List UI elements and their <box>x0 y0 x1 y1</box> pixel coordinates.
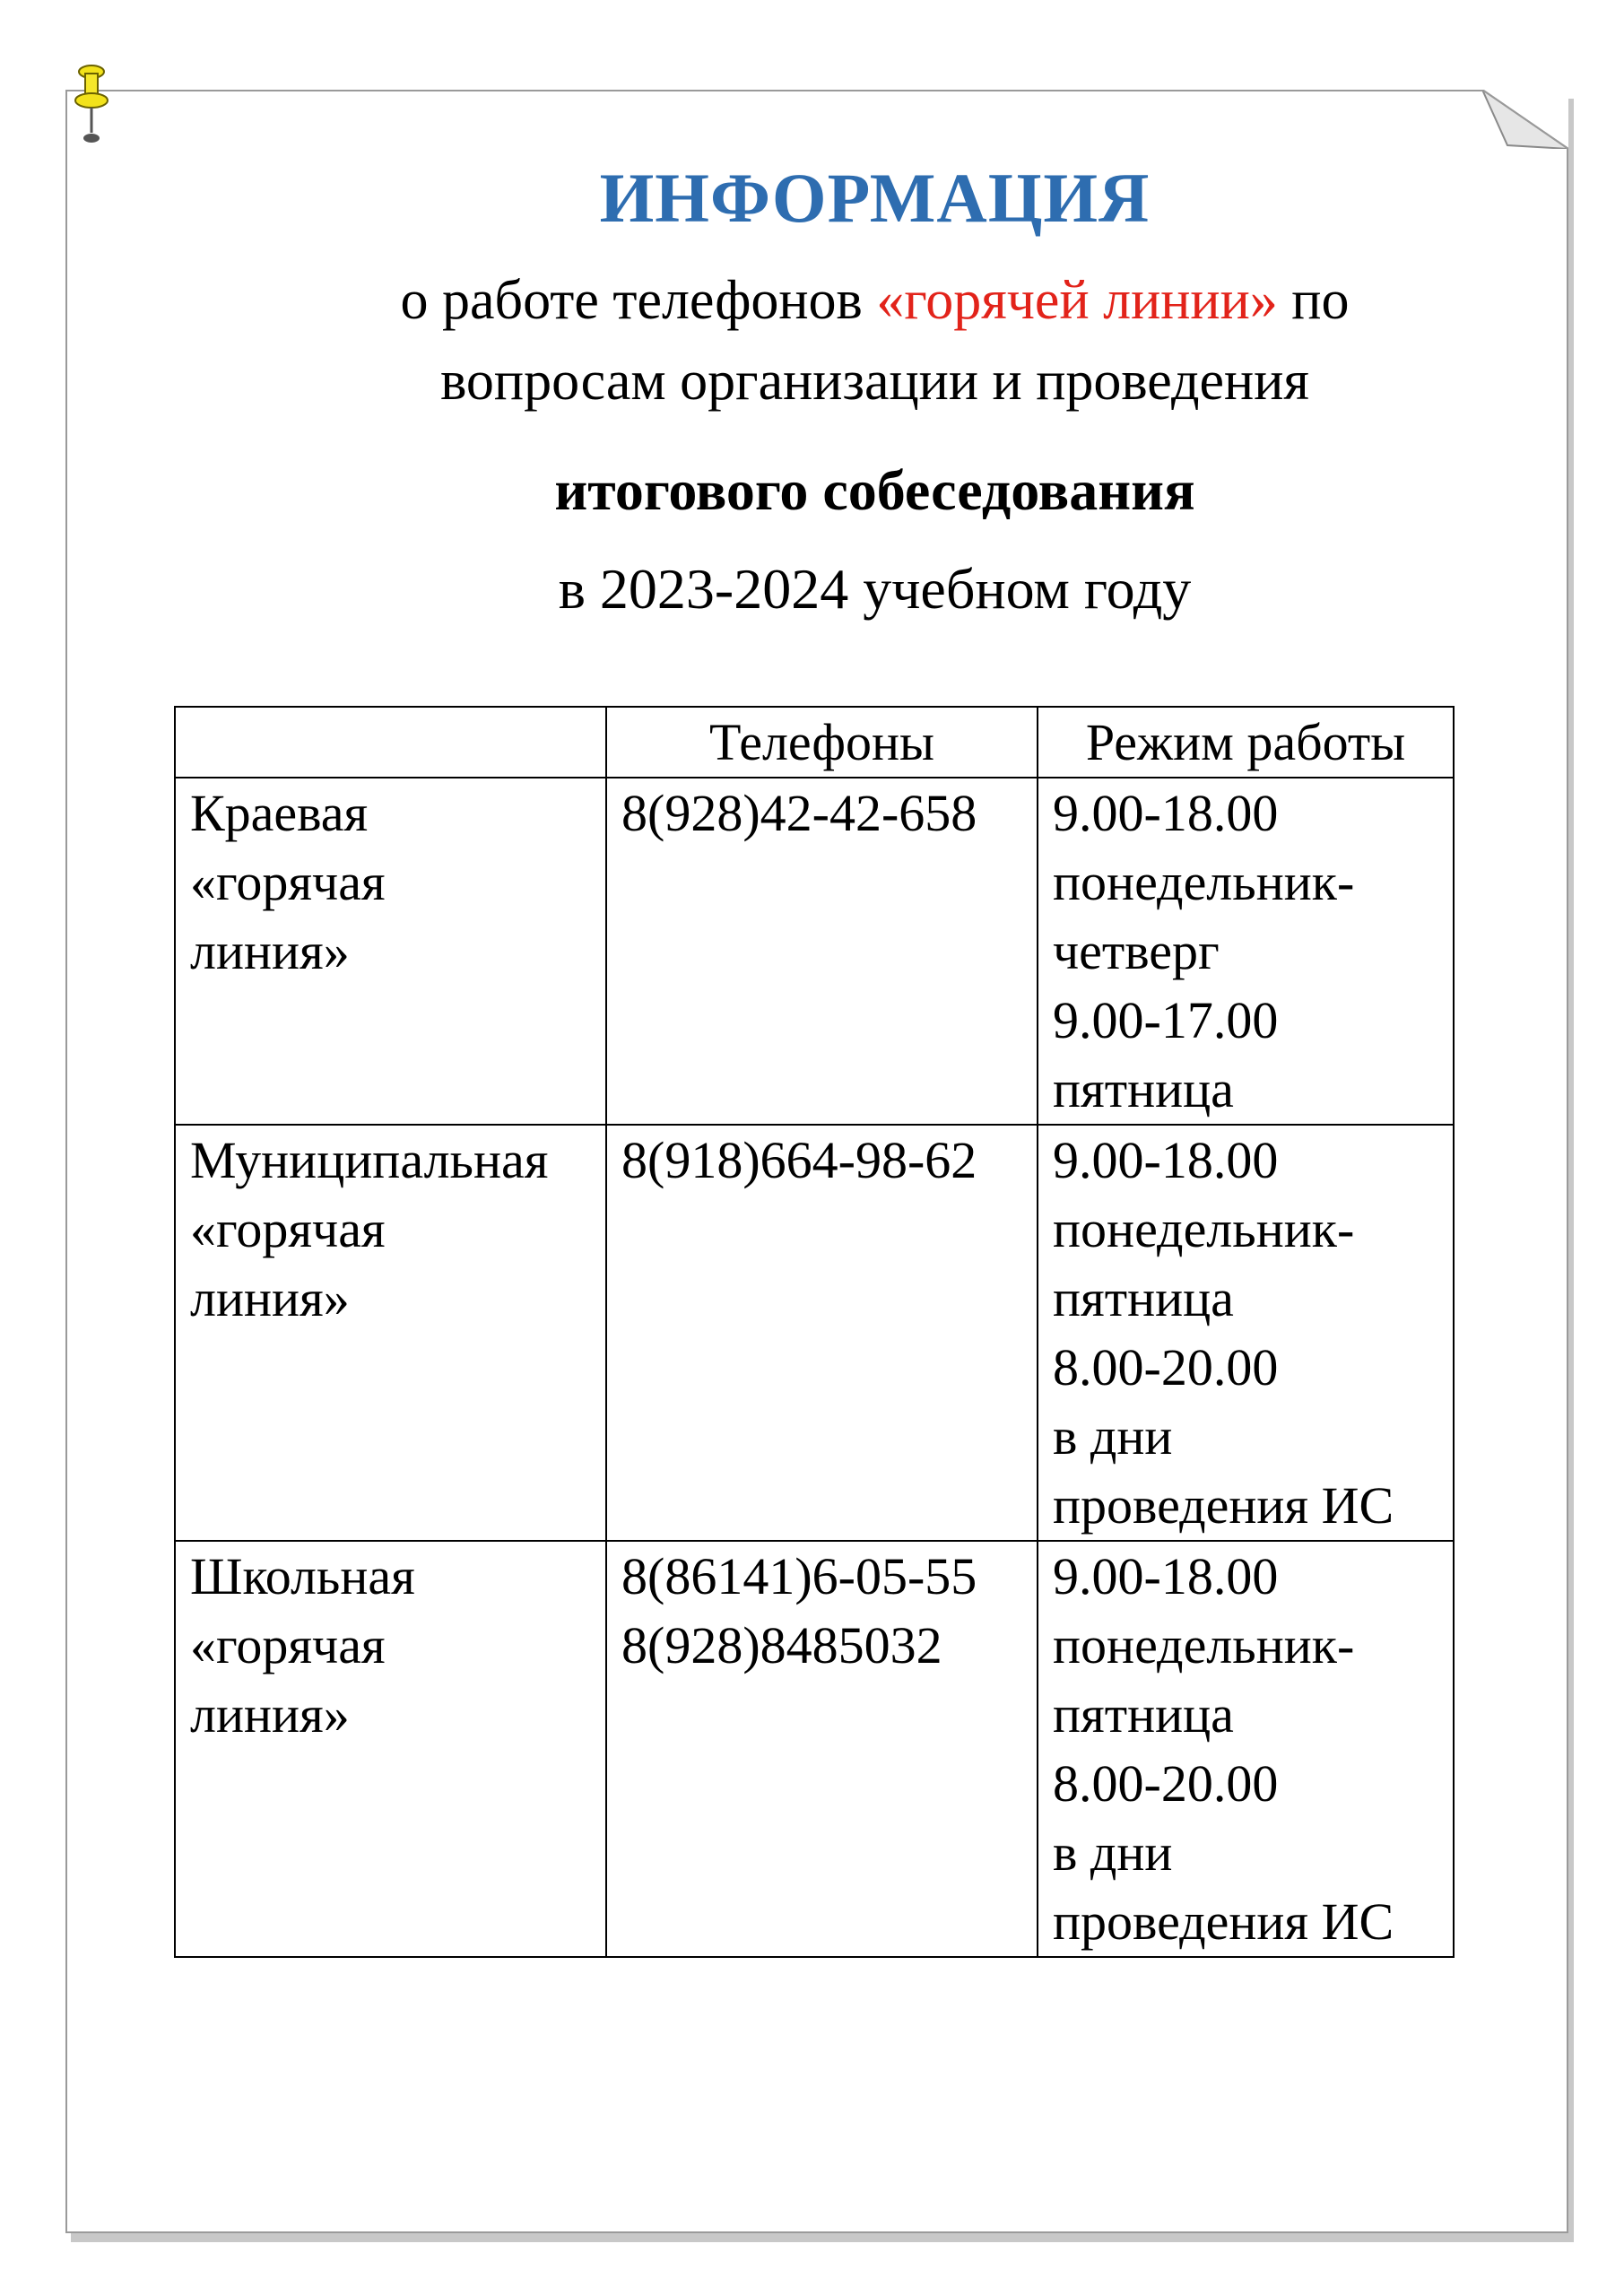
schedule-line: в дни <box>1053 1823 1173 1882</box>
phone-number: 8(928)42-42-658 <box>621 784 977 842</box>
phone-number: 8(86141)6-05-55 <box>621 1547 977 1605</box>
page-curl-icon <box>1482 90 1568 149</box>
schedule-line: понедельник- <box>1053 1616 1355 1674</box>
schedule-line: проведения ИС <box>1053 1476 1394 1535</box>
row-name-line: «горячая <box>190 853 386 911</box>
phone-number: 8(918)664-98-62 <box>621 1131 977 1189</box>
hotline-table <box>174 706 1455 1958</box>
row-name-line: Муниципальная <box>190 1131 549 1189</box>
row-phones-cell <box>606 778 1038 1125</box>
row-name-line: «горячая <box>190 1616 386 1674</box>
row-schedule-cell <box>1038 778 1454 1125</box>
schedule-line: 9.00-18.00 <box>1053 784 1279 842</box>
document-subtitle-line2: вопросам организации и проведения <box>440 351 1309 412</box>
row-phones-cell <box>606 1125 1038 1541</box>
schedule-line: пятница <box>1053 1060 1234 1118</box>
table-header-empty <box>175 707 606 778</box>
schedule-line: 9.00-18.00 <box>1053 1547 1279 1605</box>
schedule-line: проведения ИС <box>1053 1892 1394 1951</box>
table-header-phones: Телефоны <box>606 707 1038 778</box>
document-subtitle-bold: итогового собеседования <box>554 458 1195 522</box>
row-schedule-cell <box>1038 1125 1454 1541</box>
subtitle-highlight: «горячей линии» <box>876 270 1278 331</box>
row-name-cell <box>175 1125 606 1541</box>
schedule-line: 9.00-18.00 <box>1053 1131 1279 1189</box>
table-header-row <box>175 707 1454 778</box>
row-name-line: линия» <box>190 1269 350 1327</box>
row-name-cell <box>175 1541 606 1957</box>
row-name-line: линия» <box>190 922 350 980</box>
schedule-line: в дни <box>1053 1407 1173 1465</box>
row-name-cell <box>175 778 606 1125</box>
row-name-line: «горячая <box>190 1200 386 1258</box>
schedule-line: пятница <box>1053 1685 1234 1744</box>
schedule-line: четверг <box>1053 922 1220 980</box>
row-name-line: Школьная <box>190 1547 415 1605</box>
subtitle-pre: о работе телефонов <box>400 270 877 331</box>
document-title: ИНФОРМАЦИЯ <box>599 159 1151 237</box>
schedule-line: пятница <box>1053 1269 1234 1327</box>
phone-number: 8(928)8485032 <box>621 1616 942 1674</box>
row-name-line: линия» <box>190 1685 350 1744</box>
schedule-line: понедельник- <box>1053 853 1355 911</box>
subtitle-post: по <box>1277 270 1350 331</box>
table-row <box>175 1541 1454 1957</box>
row-schedule-cell <box>1038 1541 1454 1957</box>
row-phones-cell <box>606 1541 1038 1957</box>
pushpin-icon <box>74 63 109 145</box>
table-header-schedule: Режим работы <box>1038 707 1454 778</box>
row-name-line: Краевая <box>190 784 369 842</box>
table-row <box>175 1125 1454 1541</box>
schedule-line: 8.00-20.00 <box>1053 1754 1279 1813</box>
schedule-line: 9.00-17.00 <box>1053 991 1279 1049</box>
document-subtitle-year: в 2023-2024 учебном году <box>558 557 1192 621</box>
table-row <box>175 778 1454 1125</box>
schedule-line: понедельник- <box>1053 1200 1355 1258</box>
document-subtitle-line1 <box>63 269 1624 333</box>
schedule-line: 8.00-20.00 <box>1053 1338 1279 1396</box>
